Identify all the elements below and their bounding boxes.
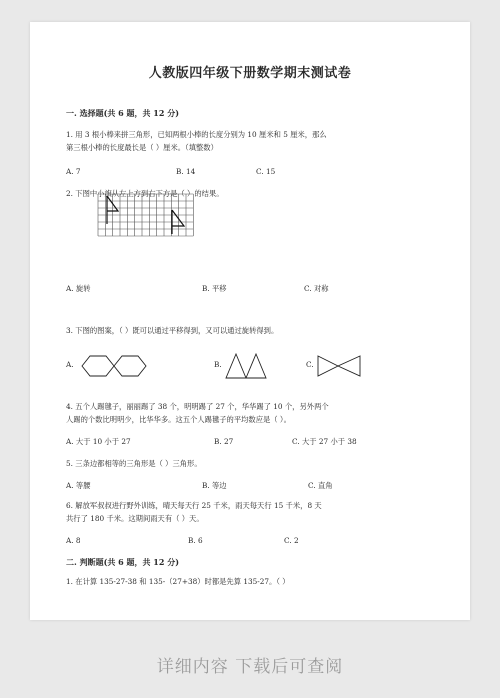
question-5-option-c: C. 直角 <box>308 481 333 490</box>
question-6-line-1: 6. 解放军叔叔进行野外训练，晴天每天行 25 千米，雨天每天行 15 千米，8 天 <box>66 501 322 510</box>
question-3-option-a: A. <box>66 360 74 369</box>
document-page <box>30 22 470 620</box>
question-2-option-b: B. 平移 <box>202 284 227 293</box>
question-6-line-2: 共行了 180 千米。这期间雨天有（ ）天。 <box>66 514 204 523</box>
question-4-option-a: A. 大于 10 小于 27 <box>66 437 131 446</box>
section-heading-choice: 一. 选择题(共 6 题，共 12 分) <box>66 108 179 118</box>
question-4-option-c: C. 大于 27 小于 38 <box>292 437 357 446</box>
grid-lines <box>98 194 193 236</box>
question-1-line-1: 1. 用 3 根小棒来拼三角形，已知两根小棒的长度分别为 10 厘米和 5 厘米，那么 <box>66 130 327 139</box>
question-1-option-b: B. 14 <box>176 167 196 176</box>
bowtie-figure <box>318 354 378 382</box>
question-4-line-2: 人踢的个数比明明少，比华华多。这五个人踢毽子的平均数应是（ ）。 <box>66 415 291 424</box>
question-5-option-a: A. 等腰 <box>66 481 91 490</box>
question-6-option-c: C. 2 <box>284 536 299 545</box>
judgement-question-1: 1. 在计算 135-27-38 和 135-（27+38）时都是先算 135-27。（ ） <box>66 577 290 586</box>
double-hexagon-figure <box>78 354 178 382</box>
question-2-option-c: C. 对称 <box>304 284 329 293</box>
question-2-line-1: 2. 下图中小旗从左上方到右下方是（ ）的结果。 <box>66 189 224 198</box>
question-6-option-b: B. 6 <box>188 536 203 545</box>
question-3-option-c: C. <box>306 360 314 369</box>
flag-grid-figure <box>98 194 198 239</box>
question-2-option-a: A. 旋转 <box>66 284 91 293</box>
question-4-line-1: 4. 五个人踢毽子，丽丽踢了 38 个，明明踢了 27 个，华华踢了 10 个，另外两个 <box>66 402 329 411</box>
section-heading-judgement: 二. 判断题(共 6 题，共 12 分) <box>66 557 179 567</box>
double-triangle-figure <box>226 352 286 382</box>
question-5-line-1: 5. 三条边都相等的三角形是（ ）三角形。 <box>66 459 202 468</box>
question-4-option-b: B. 27 <box>214 437 234 446</box>
question-3-line-1: 3. 下图的图案，（ ）既可以通过平移得到，又可以通过旋转得到。 <box>66 326 279 335</box>
question-1-line-2: 第三根小棒的长度最长是（ ）厘米。（填整数） <box>66 143 218 152</box>
question-1-option-c: C. 15 <box>256 167 276 176</box>
question-6-option-a: A. 8 <box>66 536 81 545</box>
page-title: 人教版四年级下册数学期末测试卷 <box>148 66 352 81</box>
question-5-option-b: B. 等边 <box>202 481 227 490</box>
question-1-option-a: A. 7 <box>66 167 81 176</box>
question-3-option-b: B. <box>214 360 222 369</box>
download-hint-text: 详细内容 下载后可查阅 <box>156 657 344 677</box>
